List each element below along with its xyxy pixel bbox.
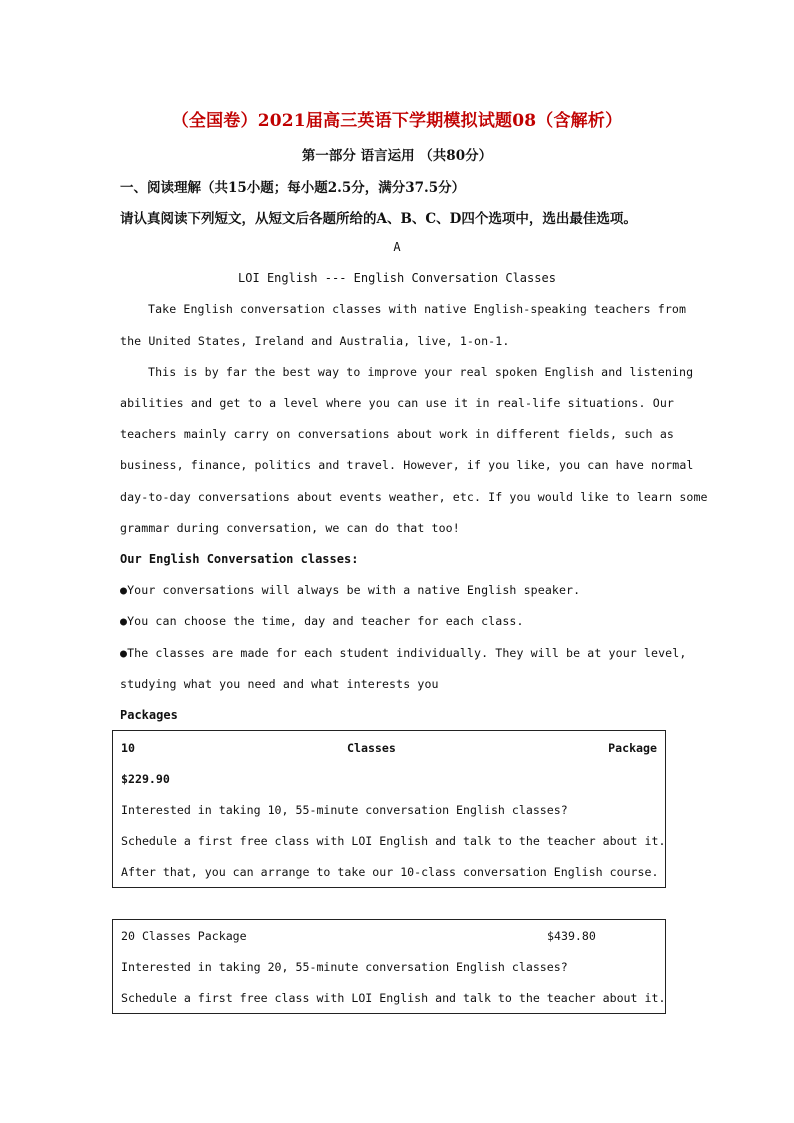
package-box-10 [112,730,666,888]
bullet-item [120,646,687,660]
part-heading: 第一部分 语言运用 （共80分） [301,148,493,164]
paragraph-line: Take English conversation classes with native English-speaking teachers from [148,302,687,316]
package-box-20 [112,919,666,1014]
paragraph-line: teachers mainly carry on conversations about work in different fields, such as [120,427,674,441]
package-header-number: 10 [121,741,135,755]
bullet-text: Your conversations will always be with a native English speaker. [127,583,581,597]
bullet-text: The classes are made for each student individually. They will be at your level, [127,646,687,660]
instruction-text: 请认真阅读下列短文，从短文后各题所给的A、B、C、D四个选项中，选出最佳选项。 [120,211,637,227]
passage-letter: A [393,240,401,254]
classes-heading: Our English Conversation classes: [120,552,359,566]
section-heading: 一、阅读理解（共15小题；每小题2.5分，满分37.5分） [120,180,466,196]
package-price: $439.80 [547,929,596,943]
package-line: After that, you can arrange to take our 10-class conversation English course. [121,865,659,879]
passage-title: LOI English --- English Conversation Classes [238,271,556,285]
paragraph-line: abilities and get to a level where you can use it in real-life situations. Our [120,396,674,410]
bullet-icon: ● [120,614,128,628]
packages-heading: Packages [120,708,178,722]
bullet-item [120,614,674,628]
bullet-item [120,583,674,597]
bullet-icon: ● [120,646,128,660]
package-line: Interested in taking 20, 55-minute conversation English classes? [121,960,568,974]
page-title: （全国卷）2021届高三英语下学期模拟试题08（含解析） [171,111,623,131]
paragraph-line: This is by far the best way to improve your real spoken English and listening [148,365,694,379]
package-name: 20 Classes Package [121,929,247,943]
package-line: Schedule a first free class with LOI English and talk to the teacher about it. [121,991,666,1005]
package-header-package: Package [608,741,657,755]
bullet-icon: ● [120,583,128,597]
paragraph-line: day-to-day conversations about events weather, etc. If you would like to learn some [120,490,708,504]
bullet-continuation: studying what you need and what interests you [120,677,439,691]
paragraph-line: grammar during conversation, we can do that too! [120,521,460,535]
paragraph-line: business, finance, politics and travel. However, if you like, you can have normal [120,458,694,472]
package-price: $229.90 [121,772,170,786]
package-header-classes: Classes [347,741,396,755]
package-line: Schedule a first free class with LOI English and talk to the teacher about it. [121,834,666,848]
paragraph-line: the United States, Ireland and Australia, live, 1-on-1. [120,334,510,348]
package-line: Interested in taking 10, 55-minute conversation English classes? [121,803,568,817]
bullet-text: You can choose the time, day and teacher for each class. [127,614,524,628]
